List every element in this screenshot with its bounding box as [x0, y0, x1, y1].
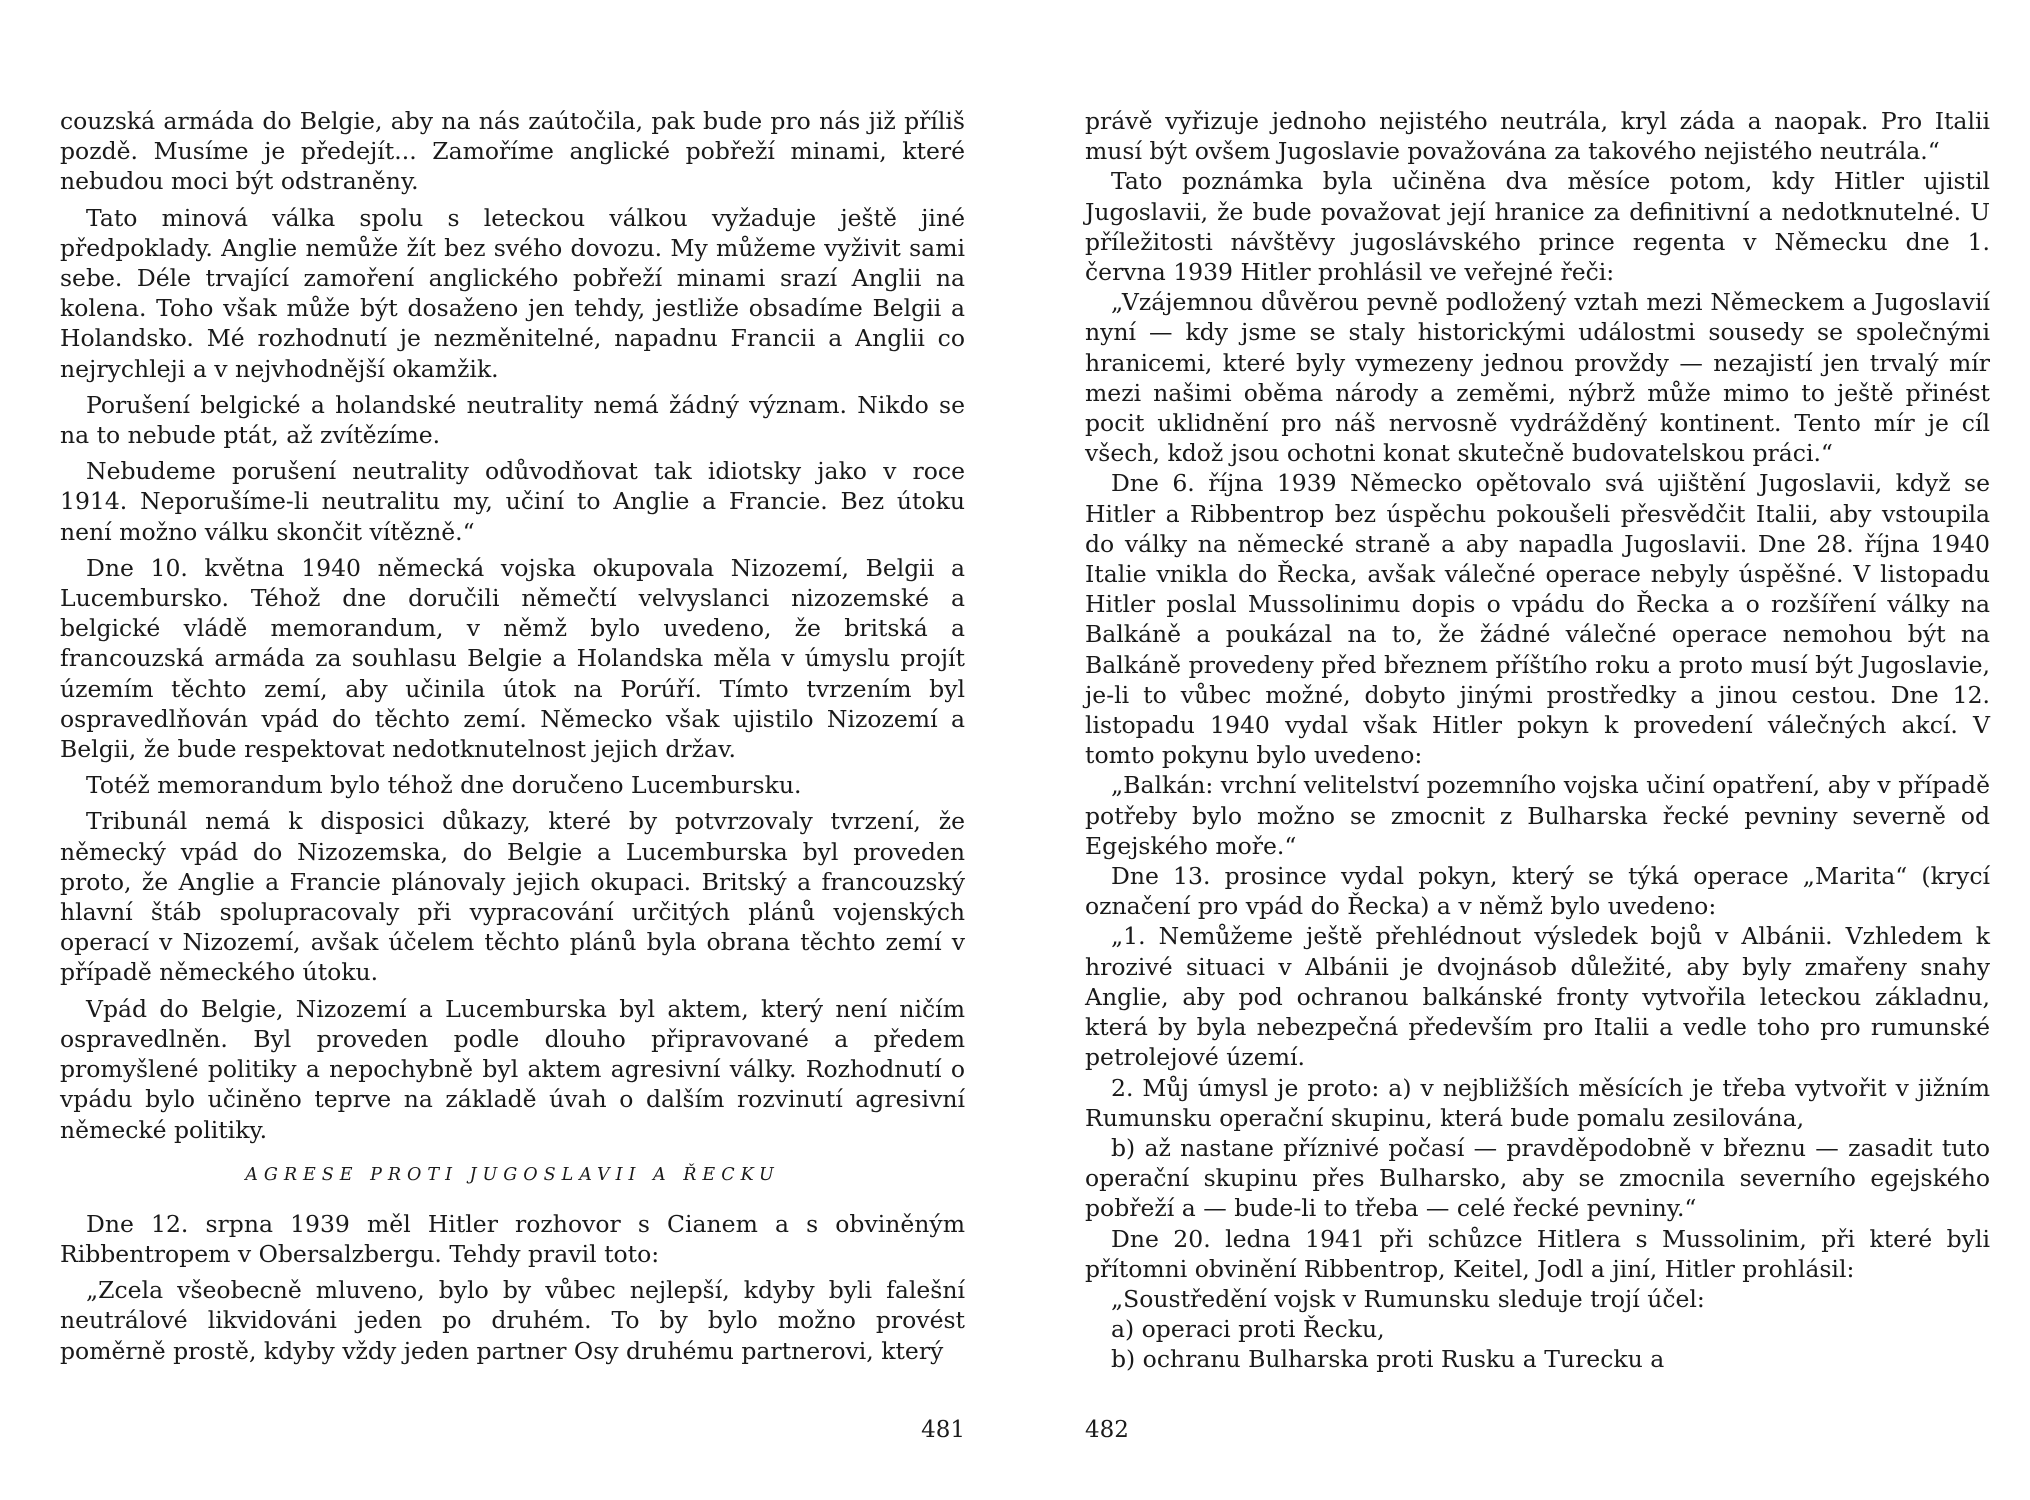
- paragraph: Dne 12. srpna 1939 měl Hitler rozhovor s Cianem a s obviněným Ribbentropem v Obersalzbergu. Tehdy pravil toto:: [60, 1209, 965, 1268]
- paragraph: Dne 13. prosince vydal pokyn, který se týká operace „Marita“ (krycí označení pro vpád do Řecka) a v němž bylo uvedeno:: [1085, 862, 1990, 921]
- paragraph: právě vyřizuje jednoho nejistého neutrála, kryl záda a naopak. Pro Italii musí být ovšem Jugoslavie považována za takového nejistého neutrála.“: [1085, 107, 1990, 166]
- paragraph: Dne 10. května 1940 německá vojska okupovala Nizozemí, Belgii a Lucembursko. Téhož dne doručili němečtí velvyslanci nizozemské a belgické vládě memorandum, v němž bylo uvedeno, že britská a francouzská armáda za souhlasu Belgie a Holandska měla v úmyslu projít územím těchto zemí, aby učinila útok na Porúří. Tímto tvrzením byl ospravedlňován vpád do těchto zemí. Německo však ujistilo Nizozemí a Belgii, že bude respektovat nedotknutelnost jejich držav.: [60, 553, 965, 764]
- paragraph: Nebudeme porušení neutrality odůvodňovat tak idiotsky jako v roce 1914. Neporušíme-li neutralitu my, učiní to Anglie a Francie. Bez útoku není možno válku skončit vítězně.“: [60, 457, 965, 546]
- list-item: a) operaci proti Řecku,: [1111, 1315, 1385, 1344]
- section-heading: AGRESE PROTI JUGOSLAVII A ŘECKU: [245, 1164, 780, 1185]
- paragraph: Dne 6. října 1939 Německo opětovalo svá ujištění Jugoslavii, když se Hitler a Ribbentrop bez úspěchu pokoušeli přesvědčit Italii, aby vstoupila do války na německé straně a aby napadla Jugoslavii. Dne 28. října 1940 Italie vnikla do Řecka, avšak válečné operace nebyly úspěšné. V listopadu Hitler poslal Mussolinimu dopis o vpádu do Řecka a o rozšíření války na Balkáně a poukázal na to, že žádné válečné operace nemohou být na Balkáně provedeny před březnem příštího roku a proto musí být Jugoslavie, je-li to vůbec možné, dobyto jinými prostředky a jinou cestou. Dne 12. listopadu 1940 vydal však Hitler pokyn k provedení válečných akcí. V tomto pokynu bylo uvedeno:: [1085, 469, 1990, 770]
- paragraph: „Soustředění vojsk v Rumunsku sleduje trojí účel:: [1111, 1284, 1705, 1313]
- paragraph: Tato poznámka byla učiněna dva měsíce potom, kdy Hitler ujistil Jugoslavii, že bude považovat její hranice za definitivní a nedotknutelné. U příležitosti návštěvy jugoslávského prince regenta v Německu dne 1. června 1939 Hitler prohlásil ve veřejné řeči:: [1085, 167, 1990, 287]
- left-page: [60, 0, 965, 1500]
- page-number: 481: [921, 1417, 965, 1443]
- right-page: [1085, 0, 1990, 1500]
- right-page-text: [1085, 106, 1990, 1375]
- paragraph: Totéž memorandum bylo téhož dne doručeno Lucembursku.: [86, 771, 802, 800]
- paragraph: b) až nastane příznivé počasí — pravděpodobně v březnu — zasadit tuto operační skupinu přes Bulharsko, aby se zmocnila severního egejského pobřeží a — bude-li to třeba — celé řecké pevniny.“: [1085, 1133, 1990, 1223]
- paragraph: „Zcela všeobecně mluveno, bylo by vůbec nejlepší, kdyby byli falešní neutrálové likvidováni jeden po druhém. To by bylo možno provést poměrně prostě, kdyby vždy jeden partner Osy druhému partnerovi, který: [60, 1276, 965, 1365]
- paragraph: Tato minová válka spolu s leteckou válkou vyžaduje ještě jiné předpoklady. Anglie nemůže žít bez svého dovozu. My můžeme vyživit sami sebe. Déle trvající zamoření anglického pobřeží minami srazí Anglii na kolena. Toho však může být dosaženo jen tehdy, jestliže obsadíme Belgii a Holandsko. Mé rozhodnutí je nezměnitelné, napadnu Francii a Anglii co nejrychleji a v nejvhodnější okamžik.: [60, 203, 965, 383]
- page-number: 482: [1085, 1417, 1129, 1443]
- paragraph: Dne 20. ledna 1941 při schůzce Hitlera s Mussolinim, při které byli přítomni obvinění Ribbentrop, Keitel, Jodl a jiní, Hitler prohlásil:: [1085, 1224, 1990, 1283]
- paragraph: Tribunál nemá k disposici důkazy, které by potvrzovaly tvrzení, že německý vpád do Nizozemska, do Belgie a Lucemburska byl proveden proto, že Anglie a Francie plánovaly jejich okupaci. Britský a francouzský hlavní štáb spolupracovaly při vypracování určitých plánů vojenských operací v Nizozemí, avšak účelem těchto plánů byla obrana těchto zemí v případě německého útoku.: [60, 807, 965, 987]
- paragraph: Porušení belgické a holandské neutrality nemá žádný význam. Nikdo se na to nebude ptát, až zvítězíme.: [60, 390, 965, 450]
- paragraph: „Balkán: vrchní velitelství pozemního vojska učiní opatření, aby v případě potřeby bylo možno se zmocnit z Bulharska řecké pevniny severně od Egejského moře.“: [1085, 771, 1990, 860]
- left-page-text: [60, 106, 965, 1366]
- paragraph: Vpád do Belgie, Nizozemí a Lucemburska byl aktem, který není ničím ospravedlněn. Byl proveden podle dlouho připravované a předem promyšlené politiky a nepochybně byl aktem agresivní války. Rozhodnutí o vpádu bylo učiněno teprve na základě úvah o dalším rozvinutí agresivní německé politiky.: [60, 994, 965, 1144]
- paragraph: couzská armáda do Belgie, aby na nás zaútočila, pak bude pro nás již příliš pozdě. Musíme je předejít... Zamoříme anglické pobřeží minami, které nebudou moci být odstraněny.: [60, 107, 965, 196]
- paragraph: 2. Můj úmysl je proto: a) v nejbližších měsících je třeba vytvořit v jižním Rumunsku operační skupinu, která bude pomalu zesilována,: [1085, 1073, 1990, 1132]
- list-item: b) ochranu Bulharska proti Rusku a Turecku a: [1111, 1345, 1665, 1374]
- paragraph: „1. Nemůžeme ještě přehlédnout výsledek bojů v Albánii. Vzhledem k hrozivé situaci v Albánii je dvojnásob důležité, aby byly zmařeny snahy Anglie, aby pod ochranou balkánské fronty vytvořila leteckou základnu, která by byla nebezpečná především pro Italii a vedle toho pro rumunské petrolejové území.: [1085, 922, 1990, 1072]
- paragraph: „Vzájemnou důvěrou pevně podložený vztah mezi Německem a Jugoslavií nyní — kdy jsme se staly historickými událostmi sousedy se společnými hranicemi, které byly vymezeny jednou provždy — nezajistí jen trvalý mír mezi našimi oběma národy a zeměmi, nýbrž může mimo to ještě přinést pocit uklidnění pro náš nervosně vydrážděný kontinent. Tento mír je cíl všech, kdož jsou ochotni konat skutečně budovatelskou práci.“: [1085, 288, 1990, 468]
